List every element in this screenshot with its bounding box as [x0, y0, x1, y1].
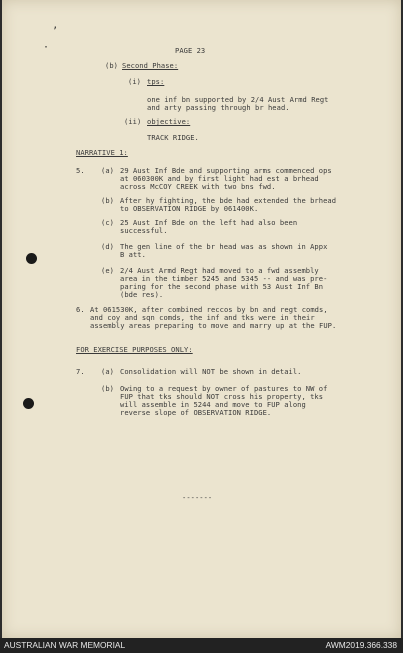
para5-c-line: successful. [120, 226, 168, 235]
para6-line: and coy and sqn comds, the inf and tks were in their [90, 313, 315, 322]
para5-a-line: 29 Aust Inf Bde and supporting arms commenced ops [120, 166, 332, 175]
para5-d-line: The gen line of the br head was as shown in Appx [120, 242, 328, 251]
section-b-title: Second Phase: [122, 61, 179, 70]
para6-line: At 061530K, after combined reccos by bn and regt comds, [90, 305, 328, 314]
pencil-mark: · [43, 42, 50, 53]
para5-b-marker: (b) [101, 196, 114, 205]
para7-a-marker: (a) [101, 367, 114, 376]
para5-a-line: across McCOY CREEK with two bns fwd. [120, 182, 276, 191]
para5-a-marker: (a) [101, 166, 114, 175]
para5-e-line: 2/4 Aust Armd Regt had moved to a fwd assembly [120, 266, 319, 275]
footer-institution: AUSTRALIAN WAR MEMORIAL [4, 640, 126, 650]
subitem-i-line: and arty passing through br head. [147, 103, 290, 112]
subitem-ii-line: TRACK RIDGE. [147, 133, 199, 142]
narrative-heading: NARRATIVE 1: [76, 148, 128, 157]
archive-footer [0, 638, 403, 653]
para5-number: 5. [76, 166, 85, 175]
para7-number: 7. [76, 367, 85, 376]
para5-e-marker: (e) [101, 266, 114, 275]
para5-b-line: After hy fighting, the bde had extended the brhead [120, 196, 337, 205]
punch-hole [26, 253, 37, 264]
footer-accession-number: AWM2019.366.338 [325, 640, 397, 650]
para5-c-marker: (c) [101, 218, 114, 227]
para7-b-line: will assemble in 5244 and move to FUP along [120, 400, 306, 409]
para5-d-marker: (d) [101, 242, 114, 251]
para5-e-line: area in the timber 5245 and 5345 -- and was pre- [120, 274, 328, 283]
subitem-i-marker: (i) [128, 77, 141, 86]
pencil-tick-mark: ’ [52, 26, 59, 37]
para6-number: 6. [76, 305, 85, 314]
document-page [2, 0, 401, 638]
para6-line: assembly areas preparing to move and marry up at the FUP. [90, 321, 337, 330]
para5-a-line: at 060300K and by first light had est a brhead [120, 174, 319, 183]
end-mark: ------- [182, 493, 213, 502]
para7-b-marker: (b) [101, 384, 114, 393]
para7-b-line: reverse slope of OBSERVATION RIDGE. [120, 408, 272, 417]
page-heading: PAGE 23 [175, 46, 206, 55]
para5-e-line: paring for the second phase with 53 Aust Inf Bn [120, 282, 324, 291]
para5-b-line: to OBSERVATION RIDGE by 061400K. [120, 204, 259, 213]
para7-b-line: FUP that tks should NOT cross his property, tks [120, 392, 324, 401]
para5-c-line: 25 Aust Inf Bde on the left had also been [120, 218, 298, 227]
para5-e-line: (bde res). [120, 290, 164, 299]
para5-d-line: B att. [120, 250, 146, 259]
subitem-ii-label: objective: [147, 117, 191, 126]
section-b-marker: (b) [105, 61, 118, 70]
subitem-i-line: one inf bn supported by 2/4 Aust Armd Regt [147, 95, 329, 104]
exercise-heading: FOR EXERCISE PURPOSES ONLY: [76, 345, 193, 354]
subitem-i-label: tps: [147, 77, 165, 86]
punch-hole [23, 398, 34, 409]
para7-a-line: Consolidation will NOT be shown in detail. [120, 367, 302, 376]
subitem-ii-marker: (ii) [124, 117, 142, 126]
para7-b-line: Owing to a request by owner of pastures to NW of [120, 384, 328, 393]
